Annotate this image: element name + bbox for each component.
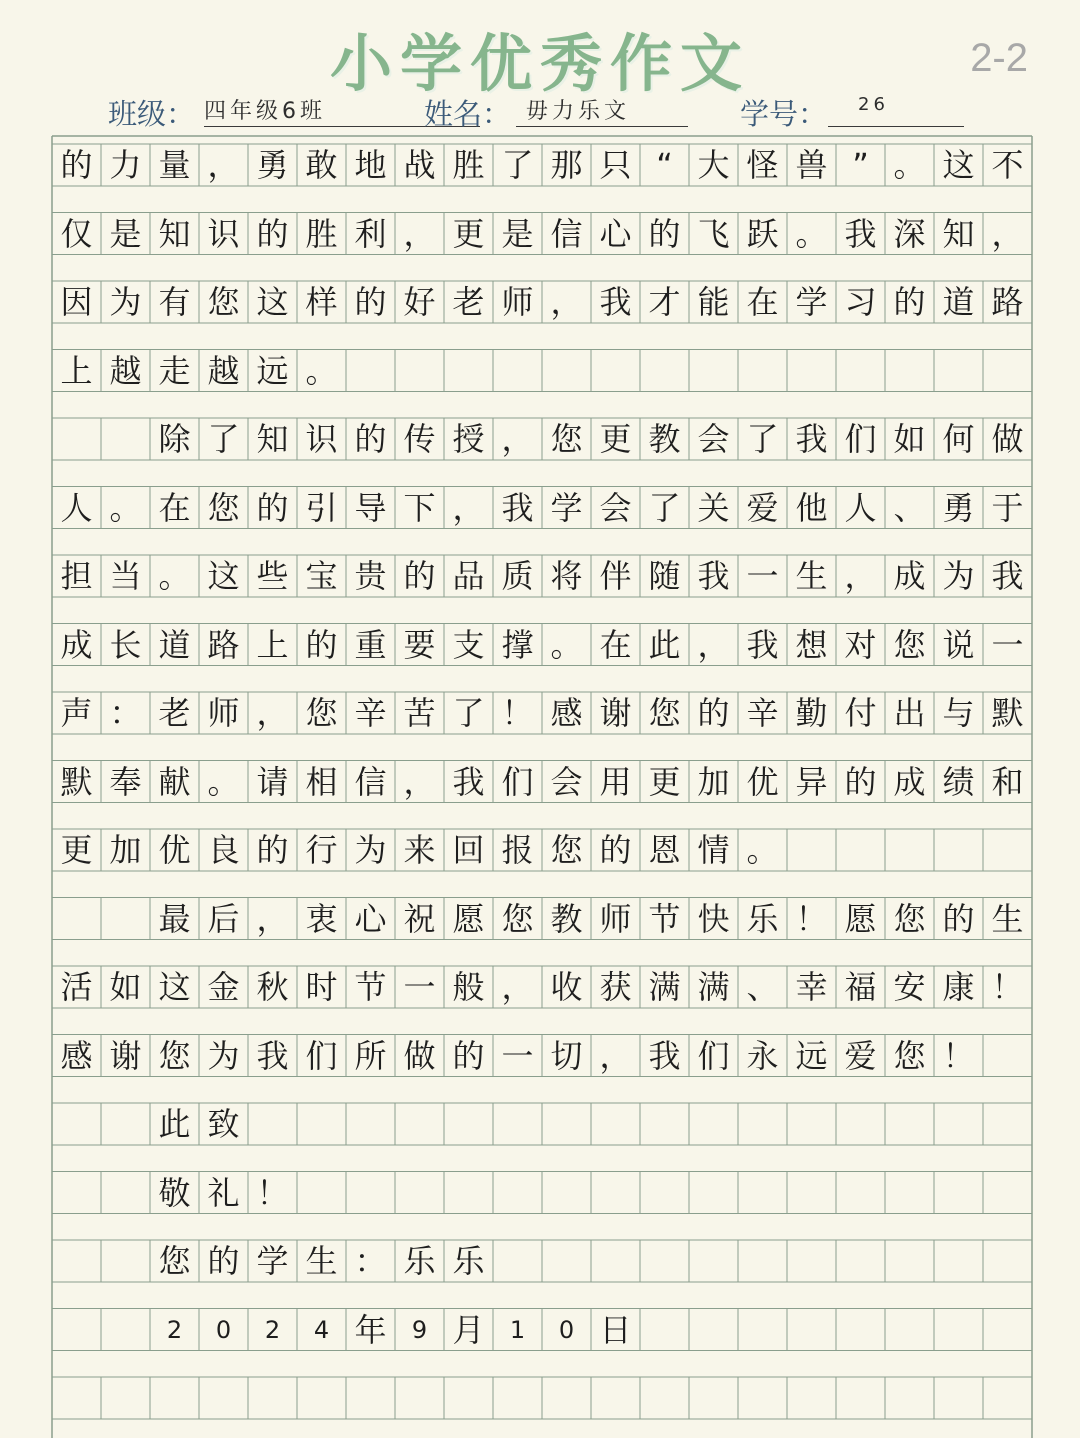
grid-character: 心 — [354, 899, 387, 938]
grid-character: ， — [697, 625, 730, 664]
grid-character: 1 — [509, 1315, 526, 1344]
grid-character: 了 — [501, 146, 534, 184]
grid-character: 会 — [697, 420, 730, 458]
grid-character: 谢 — [109, 1036, 142, 1075]
grid-character: 优 — [158, 831, 191, 869]
grid-character: 您 — [501, 899, 534, 938]
grid-character: 做 — [991, 420, 1024, 458]
grid-character: 随 — [648, 557, 681, 595]
grid-character: “ — [656, 146, 673, 184]
grid-character: 满 — [648, 968, 681, 1006]
grid-character: 一 — [403, 968, 436, 1006]
grid-character: 生 — [305, 1242, 338, 1280]
grid-character: 更 — [60, 831, 93, 869]
grid-character: 情 — [697, 831, 730, 869]
grid-character: ， — [256, 899, 289, 938]
grid-character: 月 — [452, 1310, 485, 1349]
grid-character: 有 — [158, 283, 191, 321]
grid-character: 的 — [354, 420, 387, 458]
grid-character: 我 — [844, 214, 877, 253]
grid-character: 人 — [844, 488, 877, 527]
grid-character: ， — [452, 488, 485, 527]
grid-character: 的 — [305, 625, 338, 664]
grid-character: 我 — [599, 283, 632, 321]
grid-character: 只 — [599, 146, 632, 184]
grid-character: 致 — [207, 1105, 240, 1143]
grid-character: 教 — [648, 420, 681, 458]
grid-character: 心 — [599, 214, 632, 253]
grid-character: 您 — [550, 831, 583, 869]
grid-character: 老 — [158, 694, 191, 732]
grid-character: ， — [207, 146, 240, 184]
grid-character: 为 — [207, 1036, 240, 1075]
grid-character: 在 — [158, 488, 191, 527]
grid-character: 报 — [501, 831, 534, 869]
grid-character: 们 — [697, 1036, 730, 1075]
grid-character: 行 — [305, 831, 338, 869]
grid-character: 这 — [942, 146, 975, 184]
grid-character: 重 — [354, 625, 387, 664]
grid-character: 您 — [550, 420, 583, 458]
grid-character: 做 — [403, 1036, 436, 1075]
grid-character: 祝 — [403, 899, 436, 938]
grid-character: 为 — [109, 283, 142, 321]
grid-character: 和 — [991, 762, 1024, 801]
grid-character: 这 — [256, 283, 289, 321]
grid-character: 谢 — [599, 694, 632, 732]
grid-character: 导 — [354, 488, 387, 527]
grid-character: 引 — [305, 488, 338, 527]
grid-character: 献 — [158, 762, 191, 801]
grid-character: 成 — [893, 557, 926, 595]
grid-character: 传 — [403, 420, 436, 458]
grid-character: 的 — [256, 488, 289, 527]
id-value: 26 — [858, 94, 889, 115]
grid-character: 勇 — [942, 488, 975, 527]
grid-character: 。 — [158, 557, 191, 595]
grid-character: ： — [109, 694, 142, 732]
grid-character: 衷 — [305, 899, 338, 938]
grid-character: ” — [852, 146, 869, 184]
grid-character: 力 — [109, 146, 142, 184]
grid-character: 年 — [354, 1310, 387, 1349]
grid-character: 兽 — [795, 146, 828, 184]
grid-character: 、 — [893, 488, 926, 527]
grid-character: 越 — [109, 351, 142, 390]
grid-character: 贵 — [354, 557, 387, 595]
grid-character: 4 — [313, 1315, 330, 1344]
grid-character: 当 — [109, 557, 142, 595]
class-label: 班级： — [108, 97, 196, 131]
grid-character: 绩 — [942, 762, 975, 801]
grid-character: 的 — [452, 1036, 485, 1075]
grid-character: 乐 — [452, 1242, 485, 1280]
grid-character: 的 — [354, 283, 387, 321]
grid-character: 般 — [452, 968, 485, 1006]
grid-character: 的 — [942, 899, 975, 938]
grid-character: 师 — [501, 283, 534, 321]
grid-character: 上 — [256, 625, 289, 664]
grid-character: 路 — [207, 625, 240, 664]
grid-character: ， — [844, 557, 877, 595]
grid-character: 您 — [158, 1242, 191, 1280]
grid-character: 担 — [60, 557, 93, 595]
class-value: 四年级6班 — [204, 99, 326, 124]
grid-character: 您 — [207, 283, 240, 321]
grid-character: 永 — [746, 1036, 779, 1075]
grid-character: 生 — [795, 557, 828, 595]
grid-character: 路 — [991, 283, 1024, 321]
grid-character: 。 — [746, 831, 779, 869]
grid-character: 远 — [256, 351, 289, 390]
grid-character: 与 — [942, 694, 975, 732]
grid-character: 。 — [207, 762, 240, 801]
grid-character: 跃 — [746, 214, 779, 253]
grid-character: ， — [599, 1036, 632, 1075]
grid-character: 胜 — [305, 214, 338, 253]
grid-character: 量 — [158, 146, 191, 184]
grid-character: 的 — [893, 283, 926, 321]
grid-character: 会 — [550, 762, 583, 801]
grid-character: 们 — [501, 762, 534, 801]
grid-character: 默 — [991, 694, 1024, 732]
grid-character: 于 — [991, 488, 1024, 527]
grid-character: 此 — [158, 1105, 191, 1143]
grid-character: 的 — [697, 694, 730, 732]
grid-character: 感 — [60, 1036, 93, 1075]
grid-character: 请 — [256, 762, 289, 801]
grid-character: 福 — [844, 968, 877, 1006]
grid-character: 一 — [991, 625, 1024, 664]
name-value: 毋力乐文 — [526, 99, 631, 124]
grid-character: 胜 — [452, 146, 485, 184]
grid-character: 走 — [158, 351, 191, 390]
grid-character: 如 — [109, 968, 142, 1006]
grid-character: ！ — [501, 694, 534, 732]
grid-character: 在 — [746, 283, 779, 321]
grid-character: 出 — [893, 694, 926, 732]
grid-character: ！ — [256, 1173, 289, 1212]
grid-character: 。 — [109, 488, 142, 527]
grid-character: 习 — [844, 283, 877, 321]
grid-character: 勇 — [256, 146, 289, 184]
grid-character: 2 — [166, 1315, 183, 1344]
grid-character: 您 — [207, 488, 240, 527]
grid-character: ！ — [942, 1036, 975, 1075]
grid-character: ！ — [795, 899, 828, 938]
page-title: 小学优秀作文 — [329, 27, 750, 100]
grid-character: 的 — [403, 557, 436, 595]
grid-character: 们 — [305, 1036, 338, 1075]
grid-character: 乐 — [746, 899, 779, 938]
grid-character: 了 — [207, 420, 240, 458]
grid-character: 敢 — [305, 146, 338, 184]
id-label: 学号： — [740, 97, 828, 131]
grid-character: 成 — [60, 625, 93, 664]
grid-character: 撑 — [501, 625, 534, 664]
grid-character: 关 — [697, 488, 730, 527]
grid-character: 要 — [403, 625, 436, 664]
grid-character: 良 — [207, 831, 240, 869]
grid-character: 9 — [411, 1315, 428, 1344]
grid-character: 能 — [697, 283, 730, 321]
grid-character: 飞 — [697, 214, 730, 253]
grid-character: 下 — [403, 488, 436, 527]
grid-character: 勤 — [795, 694, 828, 732]
grid-character: 伴 — [599, 557, 632, 595]
grid-character: 节 — [354, 968, 387, 1006]
grid-character: 将 — [550, 557, 583, 595]
grid-character: 苦 — [403, 694, 436, 732]
grid-character: 除 — [158, 420, 191, 458]
grid-character: 后 — [207, 899, 240, 938]
grid-character: ！ — [991, 968, 1024, 1006]
grid-character: 最 — [158, 899, 191, 938]
grid-character: 识 — [207, 214, 240, 253]
grid-character: 学 — [795, 283, 828, 321]
grid-character: 知 — [942, 214, 975, 253]
grid-character: 、 — [746, 968, 779, 1006]
grid-character: 收 — [550, 968, 583, 1006]
grid-character: 的 — [256, 831, 289, 869]
grid-character: 您 — [893, 1036, 926, 1075]
grid-character: 些 — [256, 557, 289, 595]
grid-character: 更 — [599, 420, 632, 458]
grid-character: 如 — [893, 420, 926, 458]
grid-character: 质 — [501, 557, 534, 595]
grid-character: 异 — [795, 762, 828, 801]
grid-character: 上 — [60, 351, 93, 390]
grid-character: 辛 — [746, 694, 779, 732]
grid-character: 想 — [795, 625, 828, 664]
grid-character: 康 — [942, 968, 975, 1006]
grid-character: 您 — [158, 1036, 191, 1075]
grid-character: 怪 — [746, 146, 779, 184]
grid-character: 越 — [207, 351, 240, 390]
grid-character: 日 — [599, 1310, 632, 1349]
grid-character: 您 — [648, 694, 681, 732]
grid-character: 奉 — [109, 762, 142, 801]
grid-character: 的 — [60, 146, 93, 184]
grid-character: 时 — [305, 968, 338, 1006]
grid-character: 会 — [599, 488, 632, 527]
grid-character: 一 — [746, 557, 779, 595]
grid-character: ， — [501, 420, 534, 458]
grid-character: 加 — [697, 762, 730, 801]
grid-character: 0 — [558, 1315, 575, 1344]
grid-character: 幸 — [795, 968, 828, 1006]
grid-character: 。 — [893, 146, 926, 184]
grid-character: 才 — [648, 283, 681, 321]
grid-character: 老 — [452, 283, 485, 321]
grid-character: 深 — [893, 214, 926, 253]
grid-character: 快 — [697, 899, 730, 938]
grid-character: 优 — [746, 762, 779, 801]
grid-character: 我 — [746, 625, 779, 664]
grid-character: 我 — [501, 488, 534, 527]
grid-character: 一 — [501, 1036, 534, 1075]
grid-character: 爱 — [746, 488, 779, 527]
grid-character: 授 — [452, 420, 485, 458]
grid-character: 相 — [305, 762, 338, 801]
grid-character: 宝 — [305, 557, 338, 595]
grid-character: 愿 — [452, 899, 485, 938]
grid-character: 秋 — [256, 968, 289, 1006]
grid-character: 您 — [305, 694, 338, 732]
grid-character: ： — [354, 1242, 387, 1280]
grid-character: 地 — [354, 146, 387, 184]
grid-character: 愿 — [844, 899, 877, 938]
grid-character: 2 — [264, 1315, 281, 1344]
grid-character: 我 — [256, 1036, 289, 1075]
grid-character: 知 — [256, 420, 289, 458]
grid-character: 更 — [452, 214, 485, 253]
grid-character: 信 — [354, 762, 387, 801]
grid-character: 战 — [403, 146, 436, 184]
grid-character: 的 — [599, 831, 632, 869]
grid-character: 用 — [599, 762, 632, 801]
grid-character: 那 — [550, 146, 583, 184]
grid-character: 活 — [60, 968, 93, 1006]
grid-character: 爱 — [844, 1036, 877, 1075]
grid-character: 道 — [942, 283, 975, 321]
grid-character: 我 — [795, 420, 828, 458]
grid-character: 学 — [550, 488, 583, 527]
grid-character: 金 — [207, 968, 240, 1006]
grid-character: 乐 — [403, 1242, 436, 1280]
grid-character: ， — [991, 214, 1024, 253]
grid-character: 更 — [648, 762, 681, 801]
grid-character: 您 — [893, 625, 926, 664]
grid-character: 的 — [844, 762, 877, 801]
grid-character: 敬 — [158, 1173, 191, 1212]
grid-character: 。 — [550, 625, 583, 664]
grid-character: ， — [403, 214, 436, 253]
grid-character: 识 — [305, 420, 338, 458]
grid-character: 利 — [354, 214, 387, 253]
grid-character: 师 — [599, 899, 632, 938]
grid-character: 仅 — [60, 214, 93, 253]
grid-character: 学 — [256, 1242, 289, 1280]
grid-character: 在 — [599, 625, 632, 664]
grid-character: 满 — [697, 968, 730, 1006]
grid-character: 我 — [452, 762, 485, 801]
grid-character: 来 — [403, 831, 436, 869]
grid-character: 。 — [795, 214, 828, 253]
grid-character: 了 — [746, 420, 779, 458]
grid-character: 获 — [599, 968, 632, 1006]
grid-character: 0 — [215, 1315, 232, 1344]
grid-character: 是 — [109, 214, 142, 253]
grid-character: 样 — [305, 283, 338, 321]
grid-character: 人 — [60, 488, 93, 527]
grid-character: 您 — [893, 899, 926, 938]
grid-character: 礼 — [207, 1173, 240, 1212]
grid-character: 为 — [354, 831, 387, 869]
grid-character: 付 — [844, 694, 877, 732]
grid-character: 恩 — [648, 831, 681, 869]
grid-character: 说 — [942, 625, 975, 664]
grid-character: 信 — [550, 214, 583, 253]
grid-character: 不 — [991, 146, 1024, 184]
grid-character: 远 — [795, 1036, 828, 1075]
grid-character: ， — [550, 283, 583, 321]
grid-character: 了 — [648, 488, 681, 527]
page-number: 2-2 — [970, 36, 1028, 80]
grid-character: ， — [403, 762, 436, 801]
grid-character: 支 — [452, 625, 485, 664]
grid-character: 他 — [795, 488, 828, 527]
grid-character: 对 — [844, 625, 877, 664]
grid-character: 因 — [60, 283, 93, 321]
grid-character: 节 — [648, 899, 681, 938]
grid-character: 此 — [648, 625, 681, 664]
grid-character: 安 — [893, 968, 926, 1006]
grid-character: 为 — [942, 557, 975, 595]
grid-character: 切 — [550, 1036, 583, 1075]
grid-character: 。 — [305, 351, 338, 390]
grid-character: ， — [501, 968, 534, 1006]
grid-character: 这 — [158, 968, 191, 1006]
grid-character: 长 — [109, 625, 142, 664]
grid-character: 这 — [207, 557, 240, 595]
grid-character: 成 — [893, 762, 926, 801]
name-label: 姓名： — [424, 97, 512, 131]
grid-character: 所 — [354, 1036, 387, 1075]
grid-character: 我 — [648, 1036, 681, 1075]
grid-character: 生 — [991, 899, 1024, 938]
grid-character: ， — [256, 694, 289, 732]
grid-character: 辛 — [354, 694, 387, 732]
grid-character: 大 — [697, 146, 730, 184]
grid-character: 师 — [207, 694, 240, 732]
grid-character: 的 — [256, 214, 289, 253]
grid-character: 们 — [844, 420, 877, 458]
grid-character: 的 — [648, 214, 681, 253]
grid-character: 知 — [158, 214, 191, 253]
grid-character: 教 — [550, 899, 583, 938]
grid-character: 声 — [60, 694, 93, 732]
grid-character: 我 — [697, 557, 730, 595]
grid-character: 好 — [403, 283, 436, 321]
grid-character: 回 — [452, 831, 485, 869]
grid-character: 感 — [550, 694, 583, 732]
grid-character: 了 — [452, 694, 485, 732]
grid-character: 加 — [109, 831, 142, 869]
grid-character: 品 — [452, 557, 485, 595]
grid-character: 道 — [158, 625, 191, 664]
grid-character: 何 — [942, 420, 975, 458]
grid-character: 的 — [207, 1242, 240, 1280]
grid-character: 是 — [501, 214, 534, 253]
grid-character: 我 — [991, 557, 1024, 595]
grid-character: 默 — [60, 762, 93, 801]
